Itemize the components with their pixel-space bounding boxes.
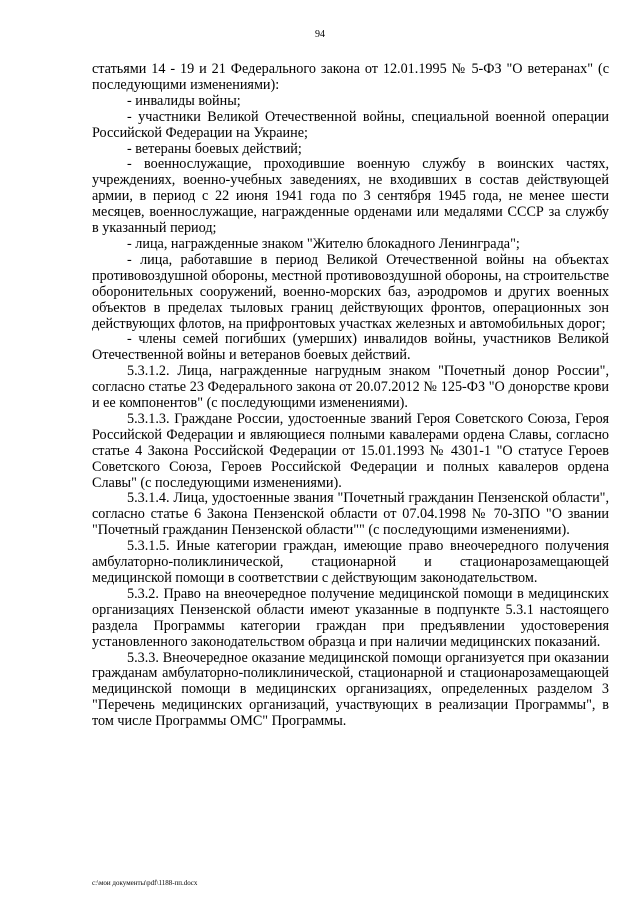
page-number: 94 [315,29,325,40]
footer-file-path: c:\мои документы\pdf\1188-пп.docx [92,879,198,887]
paragraph: 5.3.1.2. Лица, награжденные нагрудным знаком "Почетный донор России", согласно статье 23 Федерального закона от 20.07.2012 № 125-ФЗ "О донорстве крови и ее компонентов" (с последующими изменениями). [92,363,609,412]
paragraph: - участники Великой Отечественной войны, специальной военной операции Российской Федерации на Украине; [92,108,609,141]
paragraph: - инвалиды войны; [127,92,241,109]
paragraph: - члены семей погибших (умерших) инвалидов войны, участников Великой Отечественной войны и ветеранов боевых действий. [92,331,609,364]
paragraph: - лица, работавшие в период Великой Отечественной войны на объектах противовоздушной обороны, местной противовоздушной обороны, на строительстве оборонительных сооружений, военно-морских баз, аэродромов и других военных объектов в пределах тыловых границ действующих фронтов, операционных зон действующих флотов, на прифронтовых участках железных и автомобильных дорог; [92,251,609,332]
paragraph: - военнослужащие, проходившие военную службу в воинских частях, учреждениях, военно-учебных заведениях, не входивших в состав действующей армии, в период с 22 июня 1941 года по 3 сентября 1945 года, не менее шести месяцев, военнослужащие, награжденные орденами или медалями СССР за службу в указанный период; [92,156,609,237]
paragraph: 5.3.3. Внеочередное оказание медицинской помощи организуется при оказании гражданам амбулаторно-поликлинической, стационарной и стационарозамещающей медицинской помощи в медицинских организациях, определенных разделом 3 "Перечень медицинских организаций, участвующих в реализации Программы", в том числе Программы ОМС" Программы. [92,649,609,730]
paragraph: - ветераны боевых действий; [127,140,302,157]
paragraph: - лица, награжденные знаком "Жителю блокадного Ленинграда"; [127,235,520,252]
paragraph: статьями 14 - 19 и 21 Федерального закона от 12.01.1995 № 5-ФЗ "О ветеранах" (с последующими изменениями): [92,61,609,93]
document-body [92,62,609,730]
paragraph: 5.3.1.5. Иные категории граждан, имеющие право внеочередного получения амбулаторно-поликлинической, стационарной и стационарозамещающей медицинской помощи в соответствии с действующим законодательством. [92,538,609,586]
paragraph: 5.3.2. Право на внеочередное получение медицинской помощи в медицинских организациях Пензенской области имеют указанные в подпункте 5.3.1 настоящего раздела Программы категории граждан при предъявлении удостоверения установленного законодательством образца и при наличии медицинских показаний. [92,585,609,650]
paragraph: 5.3.1.4. Лица, удостоенные звания "Почетный гражданин Пензенской области", согласно статье 6 Закона Пензенской области от 07.04.1998 № 70-ЗПО "О звании "Почетный гражданин Пензенской области"" (с последующими изменениями). [92,490,609,539]
paragraph: 5.3.1.3. Граждане России, удостоенные званий Героя Советского Союза, Героя Российской Федерации и являющиеся полными кавалерами ордена Славы, согласно статье 4 Закона Российской Федерации от 15.01.1993 № 4301-1 "О статусе Героев Советского Союза, Героев Российской Федерации и полных кавалеров ордена Славы" (с последующими изменениями). [92,410,609,491]
